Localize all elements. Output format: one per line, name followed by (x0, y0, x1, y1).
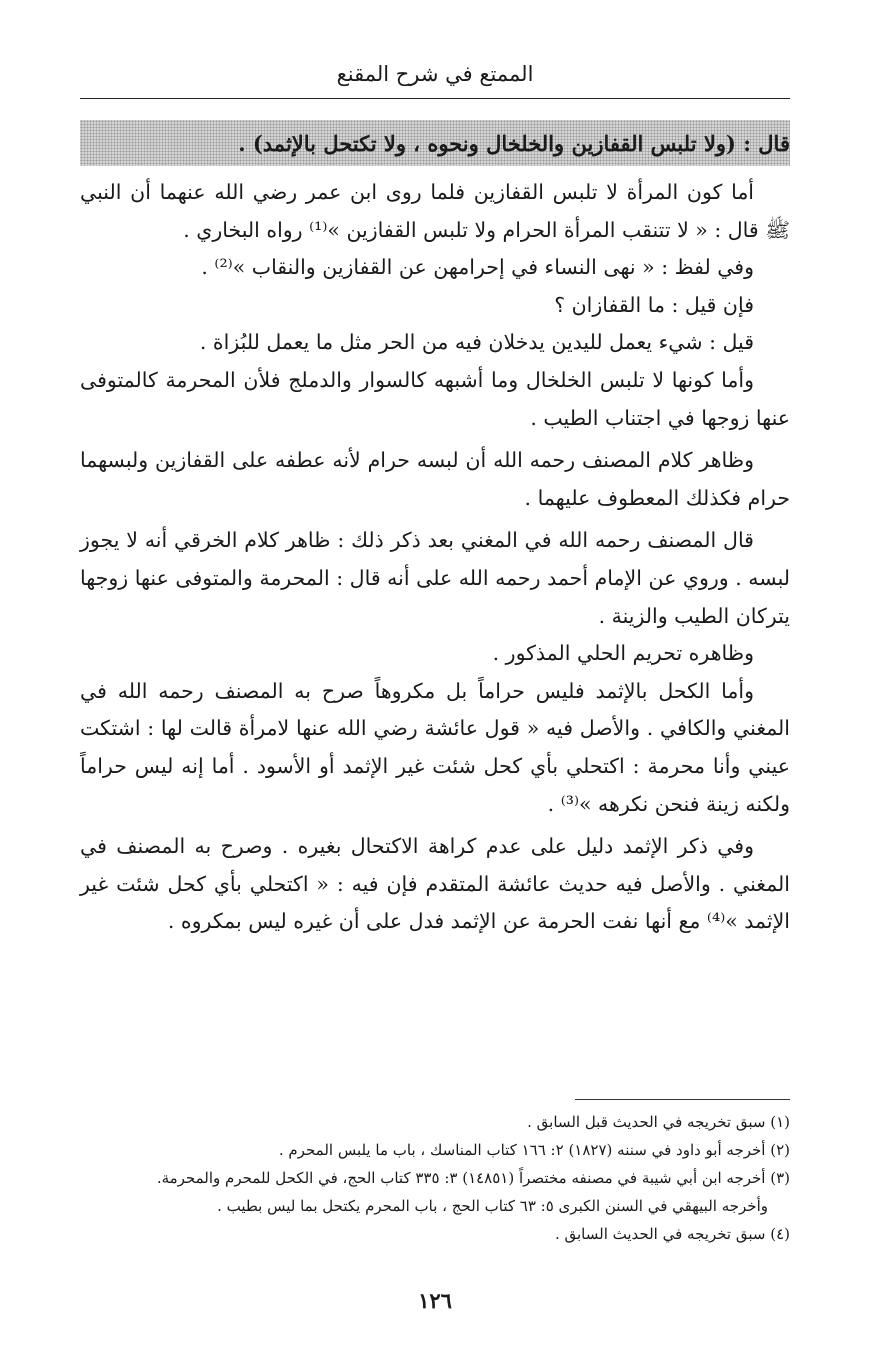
paragraph: وفي لفظ : « نهى النساء في إحرامهن عن القفازين والنقاب »⁽²⁾ . (201, 255, 754, 280)
paragraph: وظاهر كلام المصنف رحمه الله أن لبسه حرام لأنه عطفه على القفازين ولبسهما حرام فكذلك المعطوف عليهما . (80, 448, 790, 510)
footnote: (٣) أخرجه ابن أبي شيبة في مصنفه مختصراً (١٤٨٥١) ٣: ٣٣٥ كتاب الحج، في الكحل للمحرم والمحرمة. (156, 1169, 790, 1187)
paragraph: أما كون المرأة لا تلبس القفازين فلما روى ابن عمر رضي الله عنهما أن النبي ﷺ قال : « لا تتنقب المرأة الحرام ولا تلبس القفازين »⁽¹⁾ رواه البخاري . (80, 180, 790, 242)
paragraph: وأما الكحل بالإثمد فليس حراماً بل مكروهاً صرح به المصنف رحمه الله في المغني والكافي . والأصل فيه « قول عائشة رضي الله عنها لامرأة قالت لها : اشتكت عيني وأنا محرمة : اكتحلي بأي كحل شئت غير الإثمد أو الأسود . أما إنه ليس حراماً ولكنه زينة فنحن نكرهه »⁽³⁾ . (80, 678, 790, 816)
paragraph: وأما كونها لا تلبس الخلخال وما أشبهه كالسوار والدملج فلأن المحرمة كالمتوفى عنها زوجها في اجتناب الطيب . (80, 367, 790, 430)
paragraph: وظاهره تحريم الحلي المذكور . (492, 641, 754, 666)
paragraph: قال المصنف رحمه الله في المغني بعد ذكر ذلك : ظاهر كلام الخرقي أنه لا يجوز لبسه . وروي عن الإمام أحمد رحمه الله على أنه قال : المحرمة والمتوفى عنها زوجها يتركان الطيب والزينة . (80, 528, 790, 628)
section-title: قال : (ولا تلبس القفازين والخلخال ونحوه ، ولا تكتحل بالإثمد) . (238, 131, 790, 156)
page-number: ١٢٦ (418, 1288, 452, 1313)
footnote: (٢) أخرجه أبو داود في سننه (١٨٢٧) ٢: ١٦٦ كتاب المناسك ، باب ما يلبس المحرم . (278, 1141, 790, 1159)
header-rule (80, 98, 790, 99)
footnote-continuation: وأخرجه البيهقي في السنن الكبرى ٥: ٦٣ كتاب الحج ، باب المحرم يكتحل بما ليس بطيب . (217, 1197, 768, 1215)
footnotes (80, 1108, 790, 1248)
footnote-separator (575, 1099, 790, 1100)
footnote: (٤) سبق تخريجه في الحديث السابق . (554, 1225, 790, 1243)
paragraph: وفي ذكر الإثمد دليل على عدم كراهة الاكتحال بغيره . وصرح به المصنف في المغني . والأصل فيه حديث عائشة المتقدم فإن فيه : « اكتحلي بأي كحل شئت غير الإثمد »⁽⁴⁾ مع أنها نفت الحرمة عن الإثمد فدل على أن غيره ليس بمكروه . (80, 834, 790, 934)
main-text (80, 174, 790, 941)
running-header: الممتع في شرح المقنع (336, 62, 534, 86)
paragraph: فإن قيل : ما القفازان ؟ (554, 292, 754, 317)
footnote: (١) سبق تخريجه في الحديث قبل السابق . (527, 1113, 790, 1131)
paragraph: قيل : شيء يعمل لليدين يدخلان فيه من الحر مثل ما يعمل للبُزاة . (199, 330, 754, 355)
